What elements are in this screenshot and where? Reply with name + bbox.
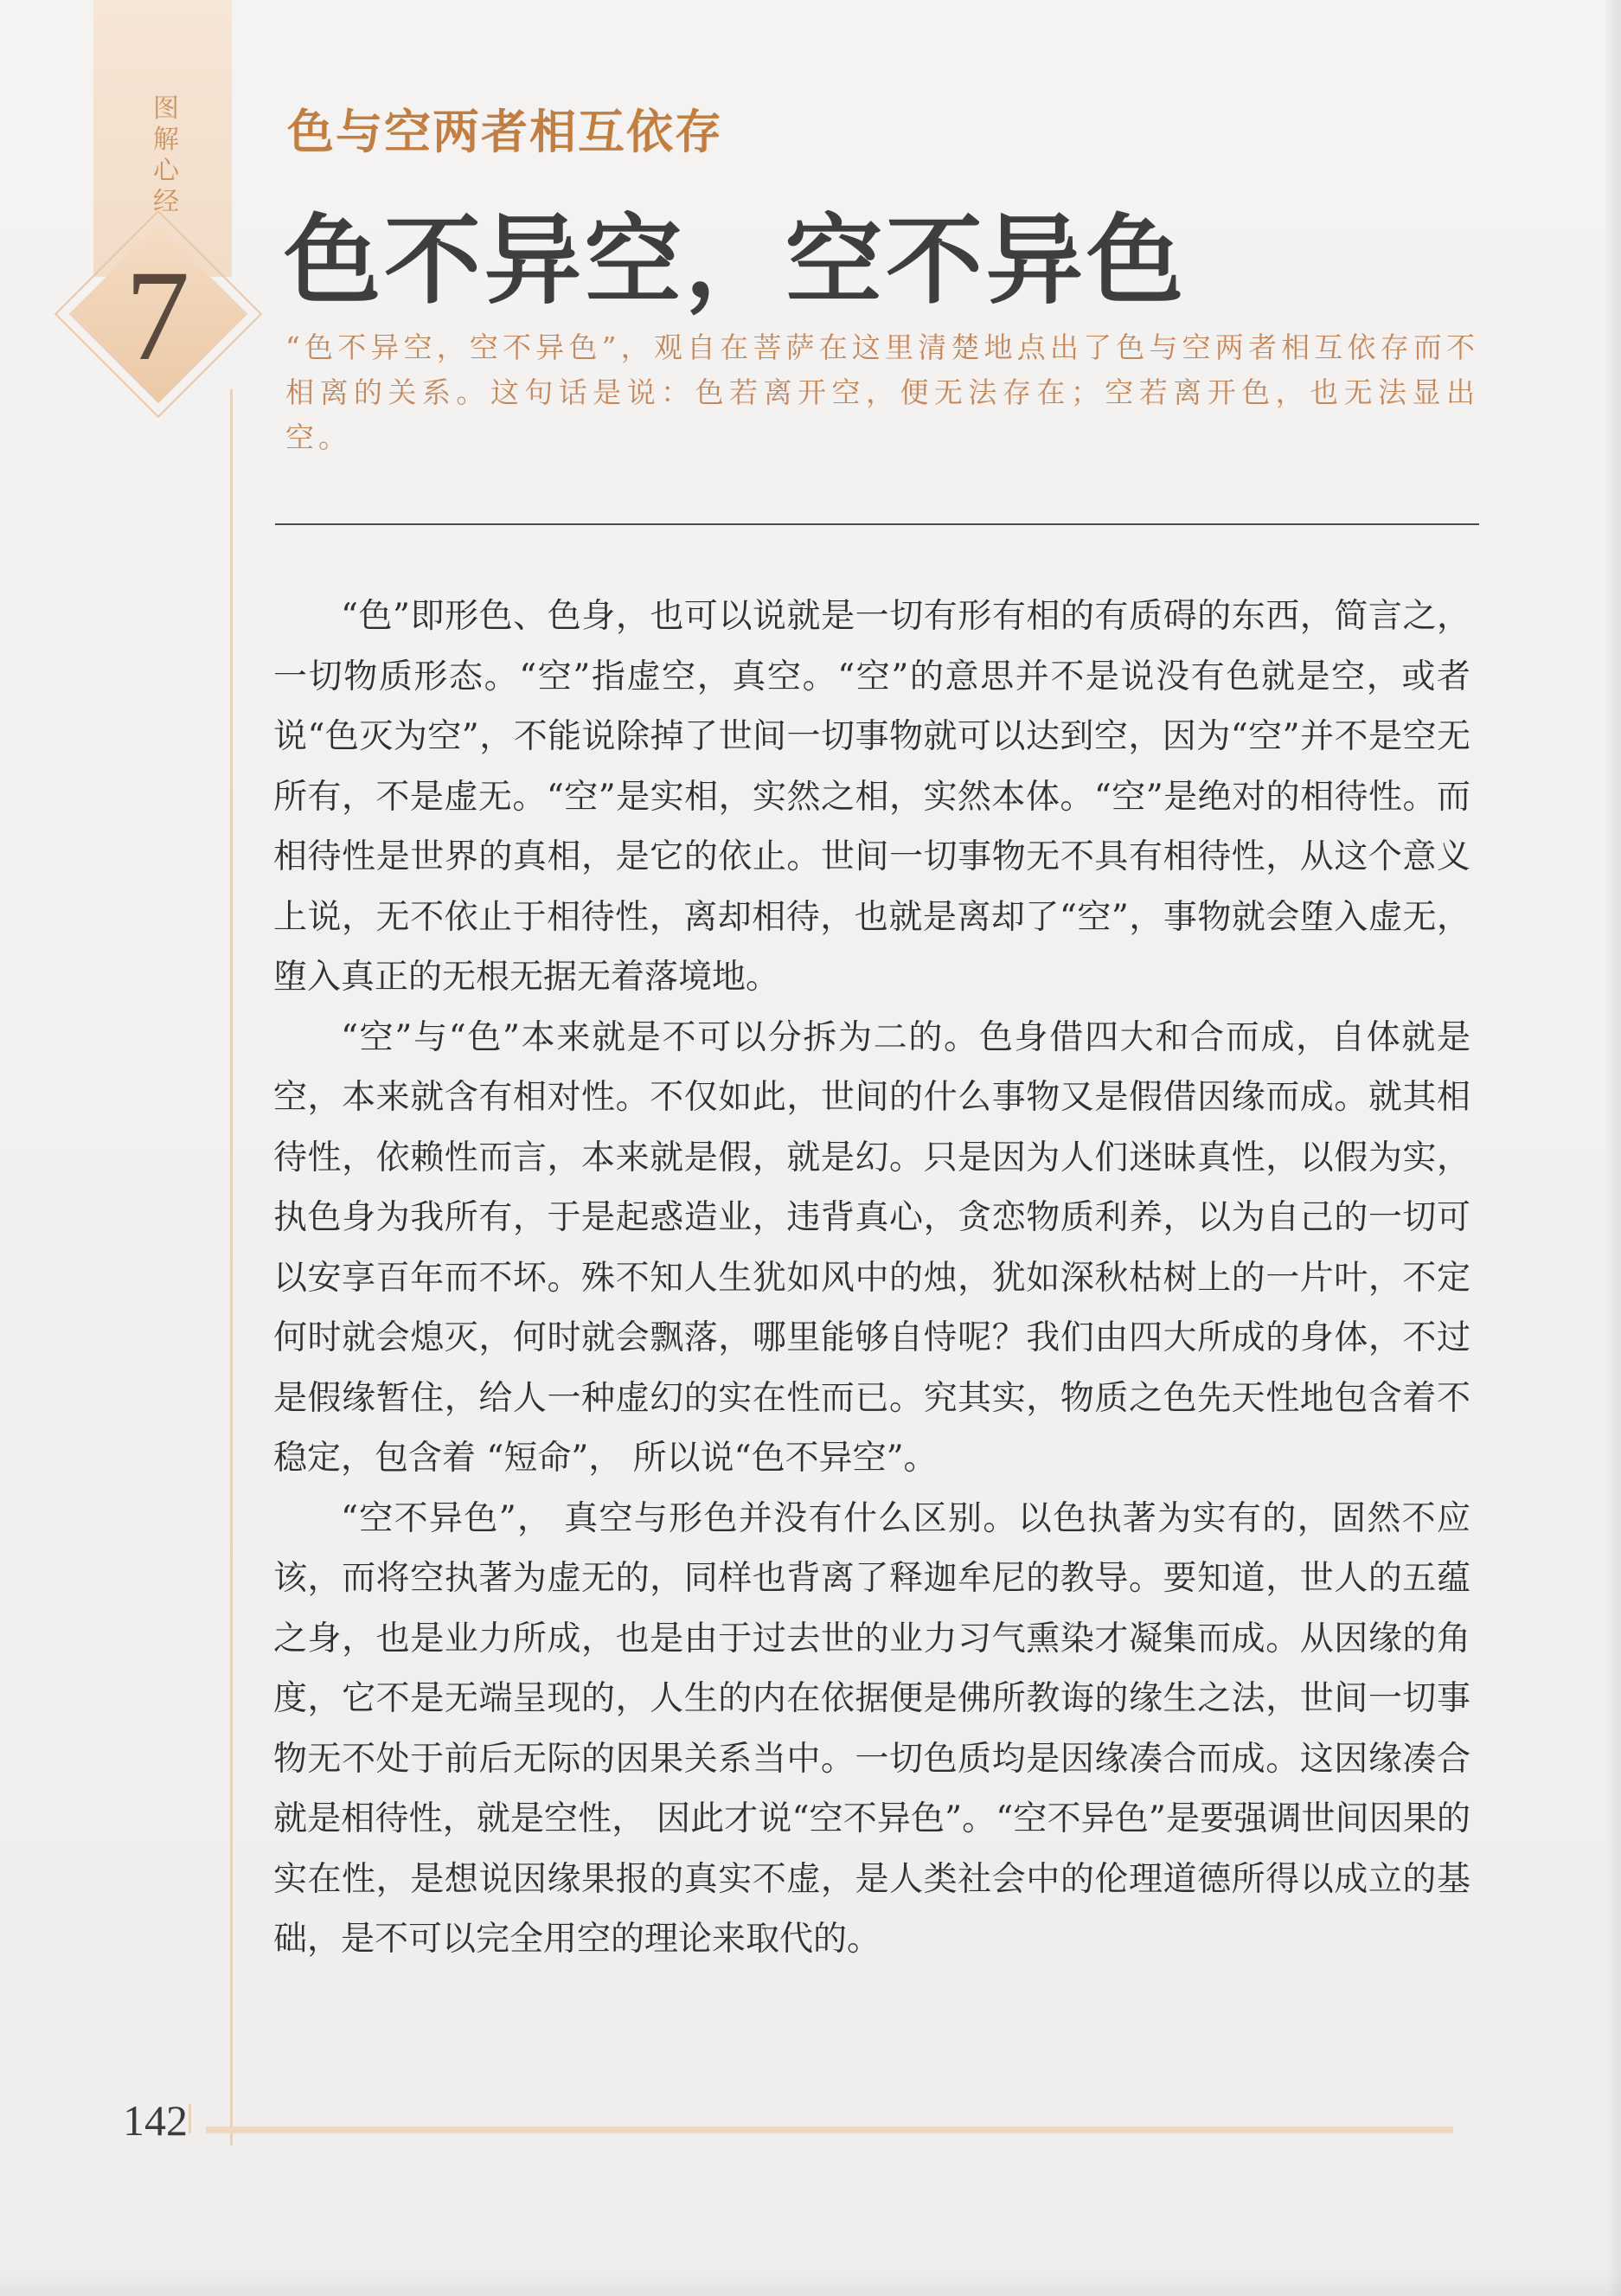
series-label-char: 解 [153,125,179,155]
body-text [273,587,1470,1970]
section-title: 色不异空，空不异色 [284,205,1187,317]
series-label-char: 经 [153,187,179,217]
left-vertical-rule [230,389,233,2145]
series-label-char: 图 [153,93,179,124]
body-paragraph: “空不异色”， 真空与形色并没有什么区别。以色执著为实有的，固然不应该，而将空执著为虚无的，同样也背离了释迦牟尼的教导。要知道，世人的五蕴之身，也是业力所成，也是由于过去世的业力习气熏染才凝集而成。从因缘的角度，它不是无端呈现的，人生的内在依据便是佛所教诲的缘生之法，世间一切事物无不处于前后无际的因果关系当中。一切色质均是因缘凑合而成。这因缘凑合就是相待性，就是空性， 因此才说“空不异色”。“空不异色”是要强调世间因果的实在性，是想说因缘果报的真实不虚，是人类社会中的伦理道德所得以成立的基础，是不可以完全用空的理论来取代的。 [273,1498,1470,1959]
heading-divider [275,523,1479,525]
series-label-char: 心 [153,156,179,186]
series-label [149,93,183,218]
intro-paragraph: “色不异空，空不异色”，观自在菩萨在这里清楚地点出了色与空两者相互依存而不相离的关系。这句话是说：色若离开空，便无法存在；空若离开色，也无法显出空。 [285,330,1479,454]
page-number: 142 [123,2096,188,2145]
footer-rule [206,2126,1453,2133]
body-paragraph: “空”与“色”本来就是不可以分拆为二的。色身借四大和合而成，自体就是空，本来就含有相对性。不仅如此，世间的什么事物又是假借因缘而成。就其相待性，依赖性而言，本来就是假，就是幻。只是因为人们迷昧真性，以假为实，执色身为我所有，于是起惑造业，违背真心，贪恋物质利养，以为自己的一切可以安享百年而不坏。殊不知人生犹如风中的烛，犹如深秋枯树上的一片叶，不定何时就会熄灭，何时就会飘落，哪里能够自恃呢？我们由四大所成的身体，不过是假缘暂住，给人一种虚幻的实在性而已。究其实，物质之色先天性地包含着不稳定，包含着 “短命”， 所以说“色不异空”。 [273,1017,1470,1478]
section-subtitle: 色与空两者相互依存 [287,105,723,159]
chapter-number: 7 [125,244,190,388]
page-edge-shadow [1605,0,1621,2296]
body-paragraph: “色”即形色、色身，也可以说就是一切有形有相的有质碍的东西，简言之，一切物质形态。“空”指虚空，真空。“空”的意思并不是说没有色就是空，或者说“色灭为空”，不能说除掉了世间一切事物就可以达到空，因为“空”并不是空无所有，不是虚无。“空”是实相，实然之相，实然本体。“空”是绝对的相待性。而相待性是世界的真相，是它的依止。世间一切事物无不具有相待性，从这个意义上说，无不依止于相待性，离却相待，也就是离却了“空”，事物就会堕入虚无，堕入真正的无根无据无着落境地。 [273,597,1470,997]
page-bottom-shadow [0,2270,1621,2296]
